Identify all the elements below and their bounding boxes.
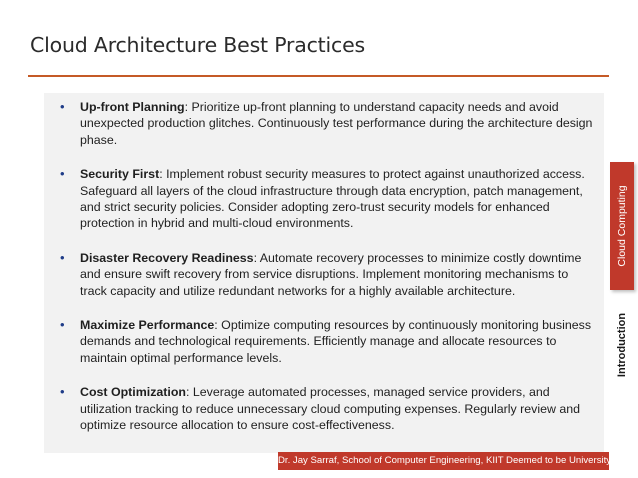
bullet-icon: •: [60, 99, 65, 114]
bullet-text: : Implement robust security measures to protect against unauthorized access. Safeguard all layers of the cloud infrastructure through data encryption, patch management, and strict security policies. Consider adopting zero-trust security models for enhanced protection in hybrid and multi-cloud environments.: [80, 167, 585, 231]
cloud-computing-tab: [610, 162, 634, 290]
bullet-heading: Security First: [80, 167, 160, 182]
bullet-heading: Disaster Recovery Readiness: [80, 250, 254, 265]
bullet-item-performance: [60, 317, 596, 366]
cloud-computing-tab-label: Cloud Computing: [616, 185, 628, 267]
bullet-heading: Up-front Planning: [80, 100, 185, 114]
bullet-item-cost: [60, 384, 596, 433]
footer-banner: Dr. Jay Sarraf, School of Computer Engineering, KIIT Deemed to be University: [278, 452, 609, 470]
bullet-icon: •: [60, 384, 65, 400]
bullet-text: : Leverage automated processes, managed service providers, and utilization tracking to reduce unnecessary cloud computing expenses. Regularly review and optimize resource allocation to ensure cost-effectiveness.: [80, 385, 581, 433]
content-panel: [44, 93, 604, 453]
bullet-item-disaster-recovery: [60, 250, 596, 299]
bullet-item-planning: [60, 99, 596, 148]
bullet-heading: Maximize Performance: [80, 318, 215, 333]
bullet-icon: •: [60, 249, 65, 265]
introduction-label: Introduction: [616, 312, 628, 378]
bullet-text: : Optimize computing resources by continuously monitoring business demands and technological requirements. Efficiently manage and allocate resources to maintain optimal performance levels.: [80, 318, 592, 365]
title-underline: [28, 75, 609, 77]
bullet-heading: Cost Optimization: [80, 385, 187, 400]
bullet-icon: •: [60, 317, 65, 333]
bullet-icon: •: [60, 166, 65, 182]
bullet-item-security: [60, 166, 596, 232]
bullet-text: : Automate recovery processes to minimize costly downtime and ensure swift recovery from service disruptions. Implement monitoring mechanisms to track capacity and utilize redundant networks for a highly available architecture.: [80, 250, 582, 298]
slide-title: Cloud Architecture Best Practices: [30, 33, 365, 57]
section-label: [611, 300, 633, 390]
bullet-list: [60, 99, 596, 452]
bullet-text: : Prioritize up-front planning to understand capacity needs and avoid unexpected production glitches. Continuously test performance during the architecture design phase.: [80, 100, 593, 147]
